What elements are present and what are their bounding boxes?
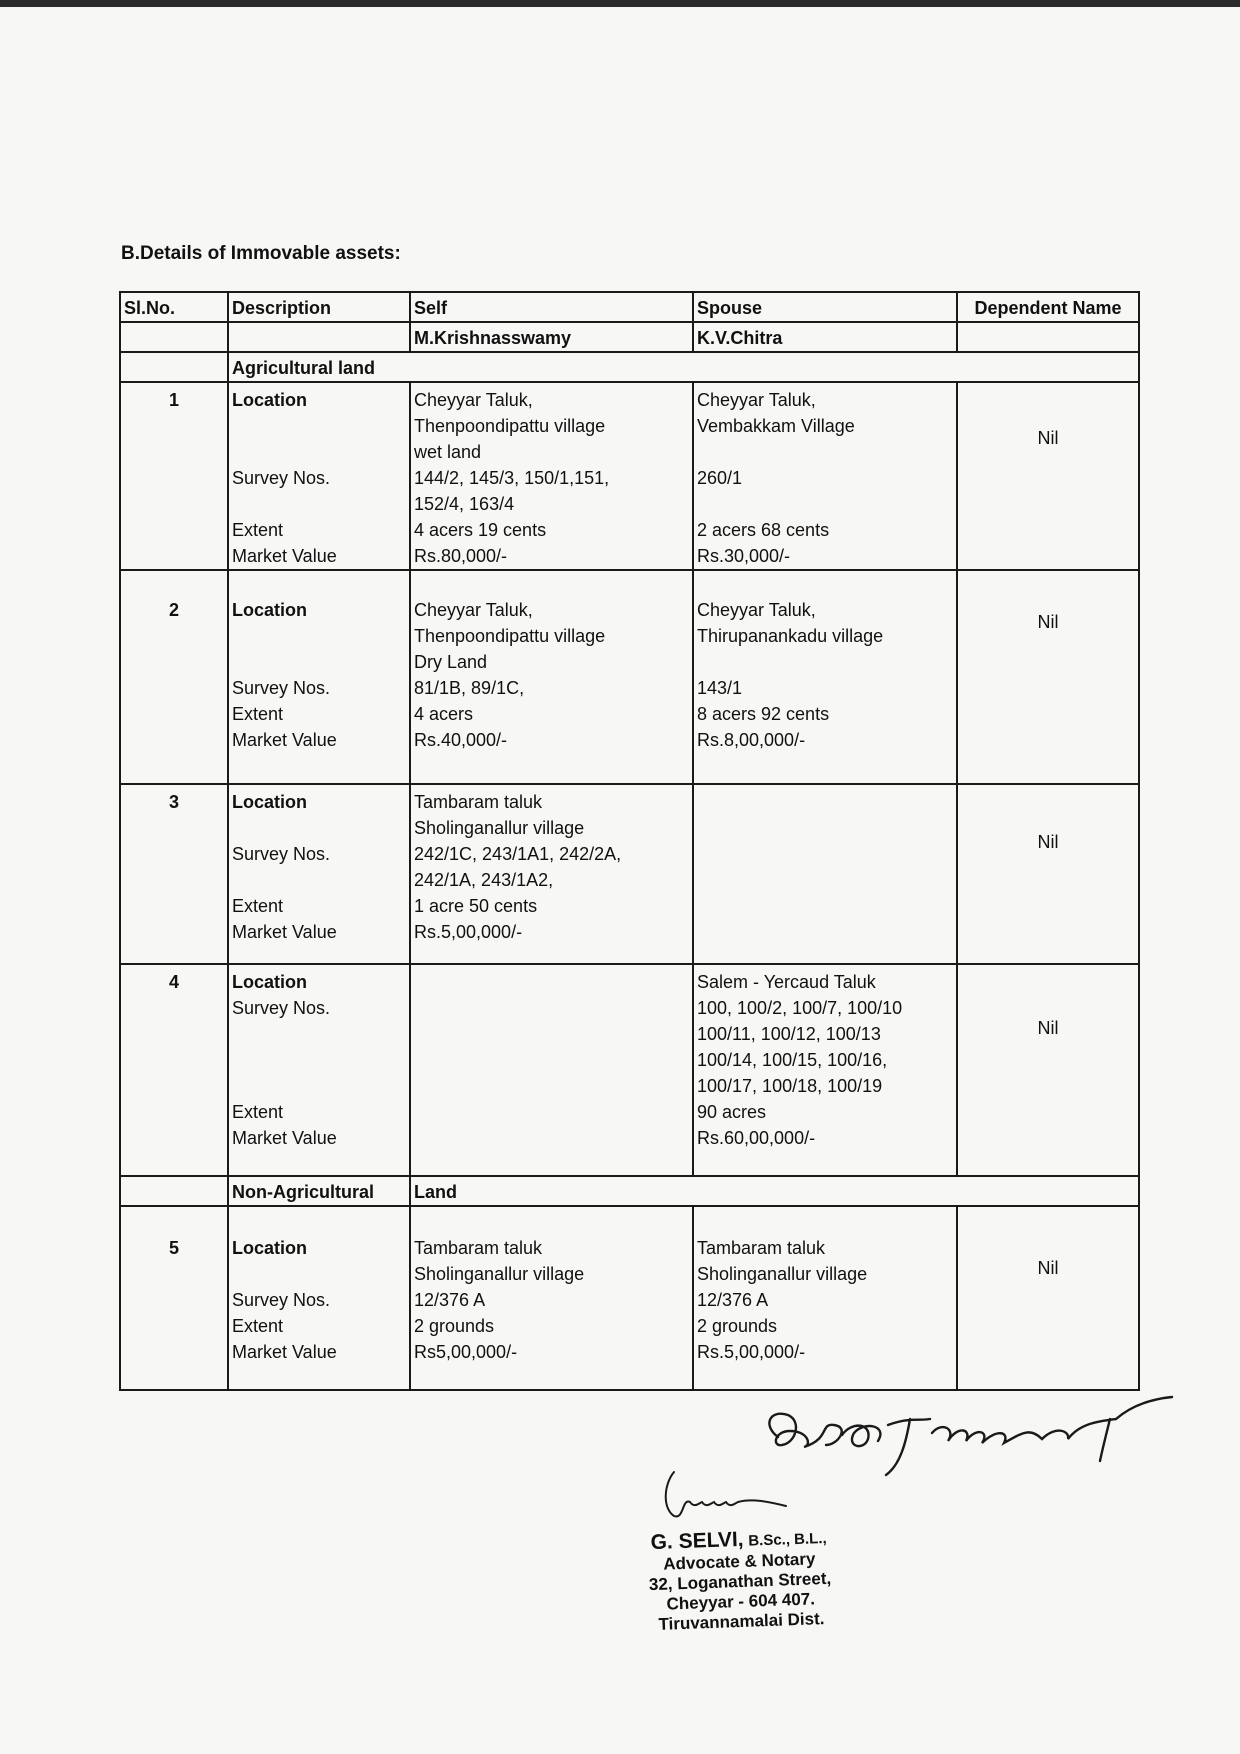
agricultural-section-label: Agricultural land [228, 352, 1139, 382]
non-agricultural-section-label-2: Land [410, 1176, 1139, 1206]
row-description-line [232, 1021, 406, 1047]
names-desc-empty [228, 322, 410, 352]
row-self-details-line: Thenpoondipattu village [414, 626, 606, 646]
row-description-line [232, 815, 406, 841]
row-slno: 1 [120, 382, 228, 570]
row-self-details-line: Rs.80,000/- [414, 546, 508, 566]
initials-mark [660, 1462, 830, 1522]
row-description [228, 382, 410, 570]
row-description [228, 784, 410, 964]
row-description-line: Market Value [232, 546, 337, 566]
col-self: Self [410, 292, 693, 322]
row-description [228, 570, 410, 784]
col-slno: Sl.No. [120, 292, 228, 322]
row-spouse-details-line: Tambaram taluk [697, 1238, 826, 1258]
row-self-details-line: 152/4, 163/4 [414, 494, 515, 514]
scan-edge [0, 0, 1240, 7]
col-dependent: Dependent Name [957, 292, 1139, 322]
row-dependent: Nil [957, 964, 1139, 1176]
row-slno: 5 [120, 1206, 228, 1390]
notary-name: G. SELVI, [650, 1527, 744, 1555]
row-spouse-details-line [697, 439, 953, 465]
row-spouse-details-line: Salem - Yercaud Taluk [697, 972, 876, 992]
immovable-assets-table [119, 291, 1140, 1391]
row-spouse-details-line: Cheyyar Taluk, [697, 600, 816, 620]
row-self-details-line: Sholinganallur village [414, 818, 585, 838]
row-self-details-line: 81/1B, 89/1C, [414, 678, 525, 698]
row-description-line [232, 649, 406, 675]
row-description-line: Location [232, 972, 307, 992]
row-self-details-line: 1 acre 50 cents [414, 896, 538, 916]
row-self-details [410, 784, 693, 964]
names-slno-empty [120, 322, 228, 352]
row-self-details-line: Tambaram taluk [414, 792, 543, 812]
row-spouse-details [693, 964, 957, 1176]
row-description-line [232, 1261, 406, 1287]
row-spouse-details-line: Rs.5,00,000/- [697, 1342, 806, 1362]
row-self-details-line: 242/1C, 243/1A1, 242/2A, [414, 844, 622, 864]
row-spouse-details-line: 100/14, 100/15, 100/16, [697, 1050, 888, 1070]
row-description-line: Market Value [232, 730, 337, 750]
row-self-details-line: Thenpoondipattu village [414, 416, 606, 436]
row-spouse-details [693, 382, 957, 570]
row-spouse-details-line: 260/1 [697, 468, 743, 488]
row-description-line: Location [232, 792, 307, 812]
row-spouse-details-line: 100/11, 100/12, 100/13 [697, 1024, 881, 1044]
row-spouse-details-line: 100, 100/2, 100/7, 100/10 [697, 998, 903, 1018]
row-description-line: Location [232, 600, 307, 620]
row-description-line: Market Value [232, 1128, 337, 1148]
row-description-line: Location [232, 1238, 307, 1258]
row-self-details-line: 4 acers 19 cents [414, 520, 547, 540]
row-description-line [232, 413, 406, 439]
row-description [228, 964, 410, 1176]
table-row [120, 1206, 1139, 1390]
row-dependent: Nil [957, 570, 1139, 784]
row-self-details-line: 2 grounds [414, 1316, 495, 1336]
agricultural-section-row [120, 352, 1139, 382]
row-self-details-line: Tambaram taluk [414, 1238, 543, 1258]
row-spouse-details-line: Rs.8,00,000/- [697, 730, 806, 750]
row-description-line: Survey Nos. [232, 678, 331, 698]
row-self-details-line: 12/376 A [414, 1290, 486, 1310]
row-slno: 4 [120, 964, 228, 1176]
row-description [228, 1206, 410, 1390]
non-agricultural-section-label: Non-Agricultural [228, 1176, 410, 1206]
table-row [120, 382, 1139, 570]
col-description: Description [228, 292, 410, 322]
row-self-details-line: 242/1A, 243/1A2, [414, 870, 554, 890]
row-description-line [232, 867, 406, 893]
row-self-details-line: wet land [414, 442, 482, 462]
row-description-line [232, 1047, 406, 1073]
section-slno-empty [120, 352, 228, 382]
row-self-details-line: Rs.40,000/- [414, 730, 508, 750]
row-spouse-details-line: 8 acers 92 cents [697, 704, 830, 724]
row-self-details-line: Rs.5,00,000/- [414, 922, 523, 942]
non-agricultural-section-row [120, 1176, 1139, 1206]
section-heading: B.Details of Immovable assets: [121, 243, 401, 264]
row-spouse-details [693, 1206, 957, 1390]
row-spouse-details-line [697, 491, 953, 517]
self-name: M.Krishnasswamy [410, 322, 693, 352]
row-self-details [410, 964, 693, 1176]
notary-title: Advocate & Notary [663, 1549, 816, 1574]
notary-address-line2: Cheyyar - 604 407. [666, 1589, 816, 1614]
notary-address-line1: 32, Loganathan Street, [648, 1568, 832, 1595]
row-description-line [232, 1073, 406, 1099]
row-description-line [232, 439, 406, 465]
row-description-line: Extent [232, 1102, 284, 1122]
spouse-name: K.V.Chitra [693, 322, 957, 352]
notary-qualifications: B.Sc., B.L., [748, 1529, 827, 1550]
row-self-details-line: Cheyyar Taluk, [414, 390, 533, 410]
names-row [120, 322, 1139, 352]
row-dependent: Nil [957, 784, 1139, 964]
section-slno-empty [120, 1176, 228, 1206]
row-description-line [232, 491, 406, 517]
row-spouse-details [693, 784, 957, 964]
row-description-line: Survey Nos. [232, 998, 331, 1018]
row-description-line: Extent [232, 520, 284, 540]
row-spouse-details-line: Rs.30,000/- [697, 546, 791, 566]
row-spouse-details-line: Rs.60,00,000/- [697, 1128, 816, 1148]
row-description-line: Market Value [232, 1342, 337, 1362]
row-self-details-line: Sholinganallur village [414, 1264, 585, 1284]
row-description-line: Market Value [232, 922, 337, 942]
row-self-details [410, 382, 693, 570]
row-self-details-line: 144/2, 145/3, 150/1,151, [414, 468, 610, 488]
row-description-line: Extent [232, 704, 284, 724]
row-self-details-line: Cheyyar Taluk, [414, 600, 533, 620]
row-self-details-line: Dry Land [414, 652, 488, 672]
row-self-details-line: Rs5,00,000/- [414, 1342, 518, 1362]
row-description-line: Location [232, 390, 307, 410]
col-spouse: Spouse [693, 292, 957, 322]
row-self-details-line: 4 acers [414, 704, 474, 724]
row-description-line: Survey Nos. [232, 468, 331, 488]
notary-stamp [598, 1523, 881, 1637]
table-row [120, 570, 1139, 784]
row-dependent: Nil [957, 1206, 1139, 1390]
table-row [120, 784, 1139, 964]
row-spouse-details-line: 90 acres [697, 1102, 767, 1122]
row-description-line: Extent [232, 896, 284, 916]
table-row [120, 964, 1139, 1176]
row-description-line: Survey Nos. [232, 1290, 331, 1310]
row-spouse-details-line: Sholinganallur village [697, 1264, 868, 1284]
row-spouse-details-line: 143/1 [697, 678, 743, 698]
row-spouse-details-line: 100/17, 100/18, 100/19 [697, 1076, 883, 1096]
header-row [120, 292, 1139, 322]
names-dependent-empty [957, 322, 1139, 352]
row-slno: 3 [120, 784, 228, 964]
row-spouse-details-line: Vembakkam Village [697, 416, 855, 436]
row-description-line: Extent [232, 1316, 284, 1336]
notary-district: Tiruvannamalai Dist. [658, 1609, 825, 1634]
row-self-details [410, 570, 693, 784]
row-dependent: Nil [957, 382, 1139, 570]
row-spouse-details-line: 2 acers 68 cents [697, 520, 830, 540]
row-spouse-details-line: 2 grounds [697, 1316, 778, 1336]
row-spouse-details-line: Thirupanankadu village [697, 626, 884, 646]
row-spouse-details-line: Cheyyar Taluk, [697, 390, 816, 410]
row-spouse-details-line: 12/376 A [697, 1290, 769, 1310]
row-slno: 2 [120, 570, 228, 784]
row-spouse-details [693, 570, 957, 784]
row-description-line [232, 623, 406, 649]
row-description-line: Survey Nos. [232, 844, 331, 864]
row-spouse-details-line [697, 649, 953, 675]
row-self-details [410, 1206, 693, 1390]
